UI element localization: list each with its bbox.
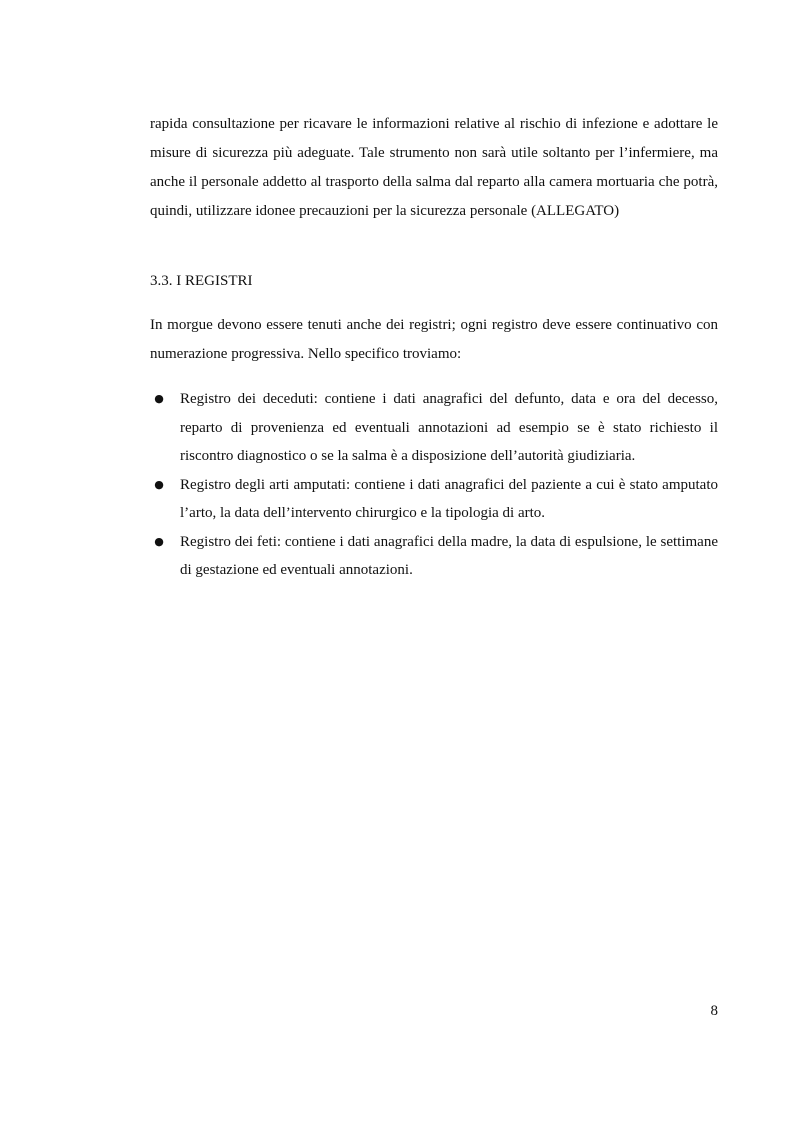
body-paragraph-1: rapida consultazione per ricavare le informazioni relative al rischio di infezione e adottare le misure di sicurezza più adeguate. Tale strumento non sarà utile soltanto per l’infermiere, ma anche il personale addetto al trasporto della salma dal reparto alla camera mortuaria che potrà, quindi, utilizzare idonee precauzioni per la sicurezza personale (ALLEGATO) <box>150 116 718 219</box>
list-item-text: Registro dei feti: contiene i dati anagrafici della madre, la data di espulsione, le settimane di gestazione ed eventuali annotazioni. <box>180 533 718 578</box>
section-heading: 3.3. I REGISTRI <box>150 273 253 289</box>
list-item <box>150 471 718 528</box>
bullet-icon: ● <box>154 392 164 405</box>
body-paragraph-2: In morgue devono essere tenuti anche dei registri; ogni registro deve essere continuativo con numerazione progressiva. Nello specifico troviamo: <box>150 317 718 362</box>
page-number: 8 <box>710 1003 718 1019</box>
bullet-icon: ● <box>154 477 164 491</box>
list-item-text: Registro degli arti amputati: contiene i dati anagrafici del paziente a cui è stato amputato l’arto, la data dell’intervento chirurgico e la tipologia di arto. <box>180 476 718 521</box>
list-item-text: Registro dei deceduti: contiene i dati anagrafici del defunto, data e ora del decesso, reparto di provenienza ed eventuali annotazioni ad esempio se è stato richiesto il riscontro diagnostico o se la salma è a disposizione dell’autorità giudiziaria. <box>180 391 718 464</box>
list-item <box>150 385 718 471</box>
list-item <box>150 528 718 585</box>
bullet-icon: ● <box>154 534 164 548</box>
registers-list <box>150 385 718 585</box>
